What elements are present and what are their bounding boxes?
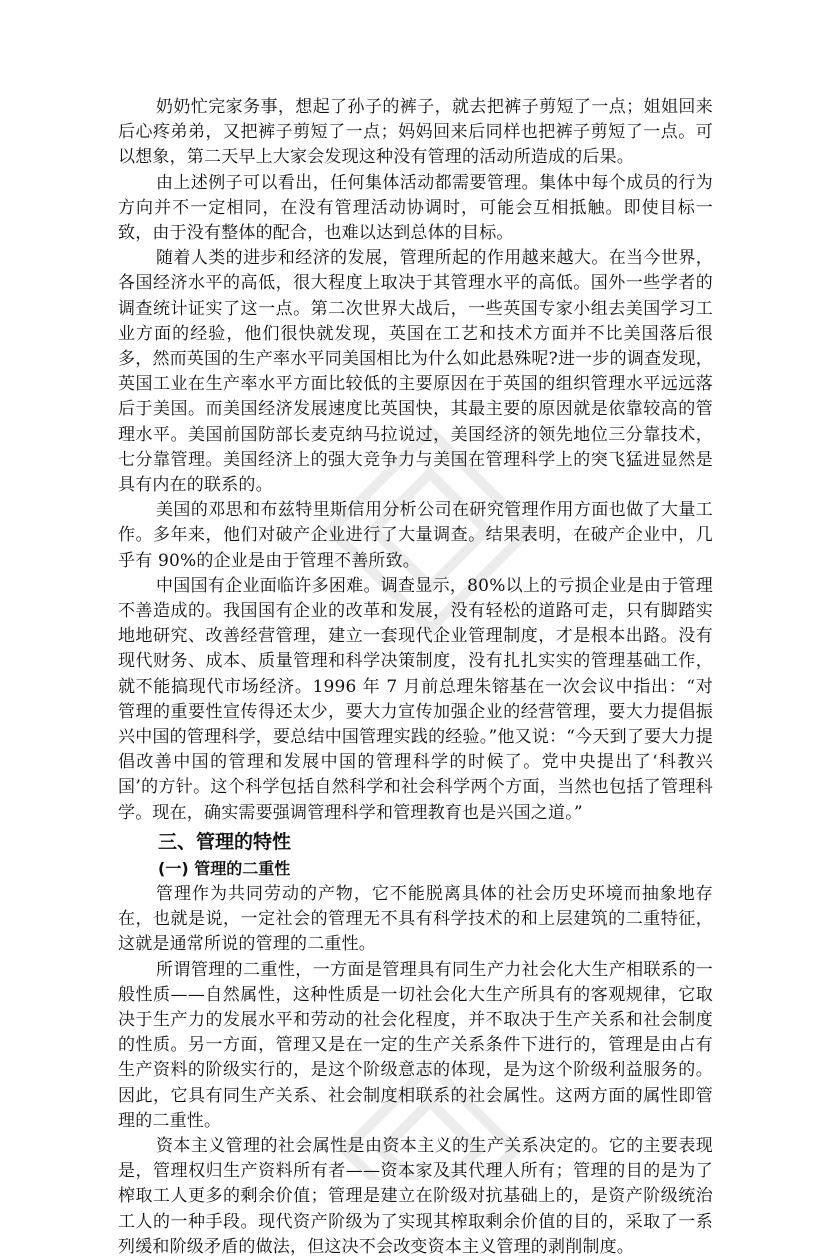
body-paragraph: 所谓管理的二重性，一方面是管理具有同生产力社会化大生产相联系的一般性质——自然属性，这种性质是一切社会化大生产所具有的客观规律，它取决于生产力的发展水平和劳动的社会化程度，并不取决于生产关系和社会制度的性质。另一方面，管理又是在一定的生产关系条件下进行的，管理是由占有生产资料的阶级实行的，是这个阶级意志的体现，是为这个阶级利益服务的。因此，它具有同生产关系、社会制度相联系的社会属性。这两方面的属性即管理的二重性。 — [118, 959, 713, 1131]
body-paragraph: 随着人类的进步和经济的发展，管理所起的作用越来越大。在当今世界，各国经济水平的高低，很大程度上取决于其管理水平的高低。国外一些学者的调查统计证实了这一点。第二次世界大战后，一些英国专家小组去美国学习工业方面的经验，他们很快就发现，英国在工艺和技术方面并不比美国落后很多，然而英国的生产率水平同美国相比为什么如此悬殊呢?进一步的调查发现，英国工业在生产率水平方面比较低的主要原因在于英国的组织管理水平远远落后于美国。而美国经济发展速度比英国快，其最主要的原因就是依靠较高的管理水平。美国前国防部长麦克纳马拉说过，美国经济的领先地位三分靠技术，七分靠管理。美国经济上的强大竞争力与美国在管理科学上的突飞猛进显然是具有内在的联系的。 — [118, 248, 713, 496]
body-paragraph: 奶奶忙完家务事，想起了孙子的裤子，就去把裤子剪短了一点；姐姐回来后心疼弟弟，又把裤子剪短了一点；妈妈回来后同样也把裤子剪短了一点。可以想象，第二天早上大家会发现这种没有管理的活动所造成的后果。 — [118, 97, 713, 168]
body-paragraph: 资本主义管理的社会属性是由资本主义的生产关系决定的。它的主要表现是，管理权归生产资料所有者——资本家及其代理人所有；管理的目的是为了榨取工人更多的剩余价值；管理是建立在阶级对抗基础上的，是资产阶级统治工人的一种手段。现代资产阶级为了实现其榨取剩余价值的目的，采取了一系列缓和阶级矛盾的做法，但这决不会改变资本主义管理的剥削制度。 — [118, 1135, 713, 1257]
document-body — [118, 95, 713, 1260]
body-paragraph: 美国的邓思和布兹特里斯信用分析公司在研究管理作用方面也做了大量工作。多年来，他们对破产企业进行了大量调查。结果表明，在破产企业中，几乎有 90%的企业是由于管理不善所致。 — [118, 500, 713, 571]
section-heading: 三、管理的特性 — [158, 830, 292, 853]
body-paragraph: 中国国有企业面临许多困难。调查显示，80%以上的亏损企业是由于管理不善造成的。我国国有企业的改革和发展，没有轻松的道路可走，只有脚踏实地地研究、改善经营管理，建立一套现代企业管理制度，才是根本出路。没有现代财务、成本、质量管理和科学决策制度，没有扎扎实实的管理基础工作，就不能搞现代市场经济。1996 年 7 月前总理朱镕基在一次会议中指出：“对管理的重要性宣传得还太少，要大力宣传加强企业的经营管理，要大力提倡振兴中国的管理科学，要总结中国管理实践的经验。”他又说：“今天到了要大力提倡改善中国的管理和发展中国的管理科学的时候了。党中央提出了‘科教兴国’的方针。这个科学包括自然科学和社会科学两个方面，当然也包括了管理科学。现在，确实需要强调管理科学和管理教育也是兴国之道。” — [118, 575, 713, 823]
body-paragraph: 管理作为共同劳动的产物，它不能脱离具体的社会历史环境而抽象地存在，也就是说，一定社会的管理无不具有科学技术的和上层建筑的二重特征，这就是通常所说的管理的二重性。 — [118, 883, 713, 955]
sub-heading: (一) 管理的二重性 — [158, 858, 291, 878]
body-paragraph: 由上述例子可以看出，任何集体活动都需要管理。集体中每个成员的行为方向并不一定相同，在没有管理活动协调时，可能会互相抵触。即使目标一致，由于没有整体的配合，也难以达到总体的目标。 — [118, 172, 713, 244]
